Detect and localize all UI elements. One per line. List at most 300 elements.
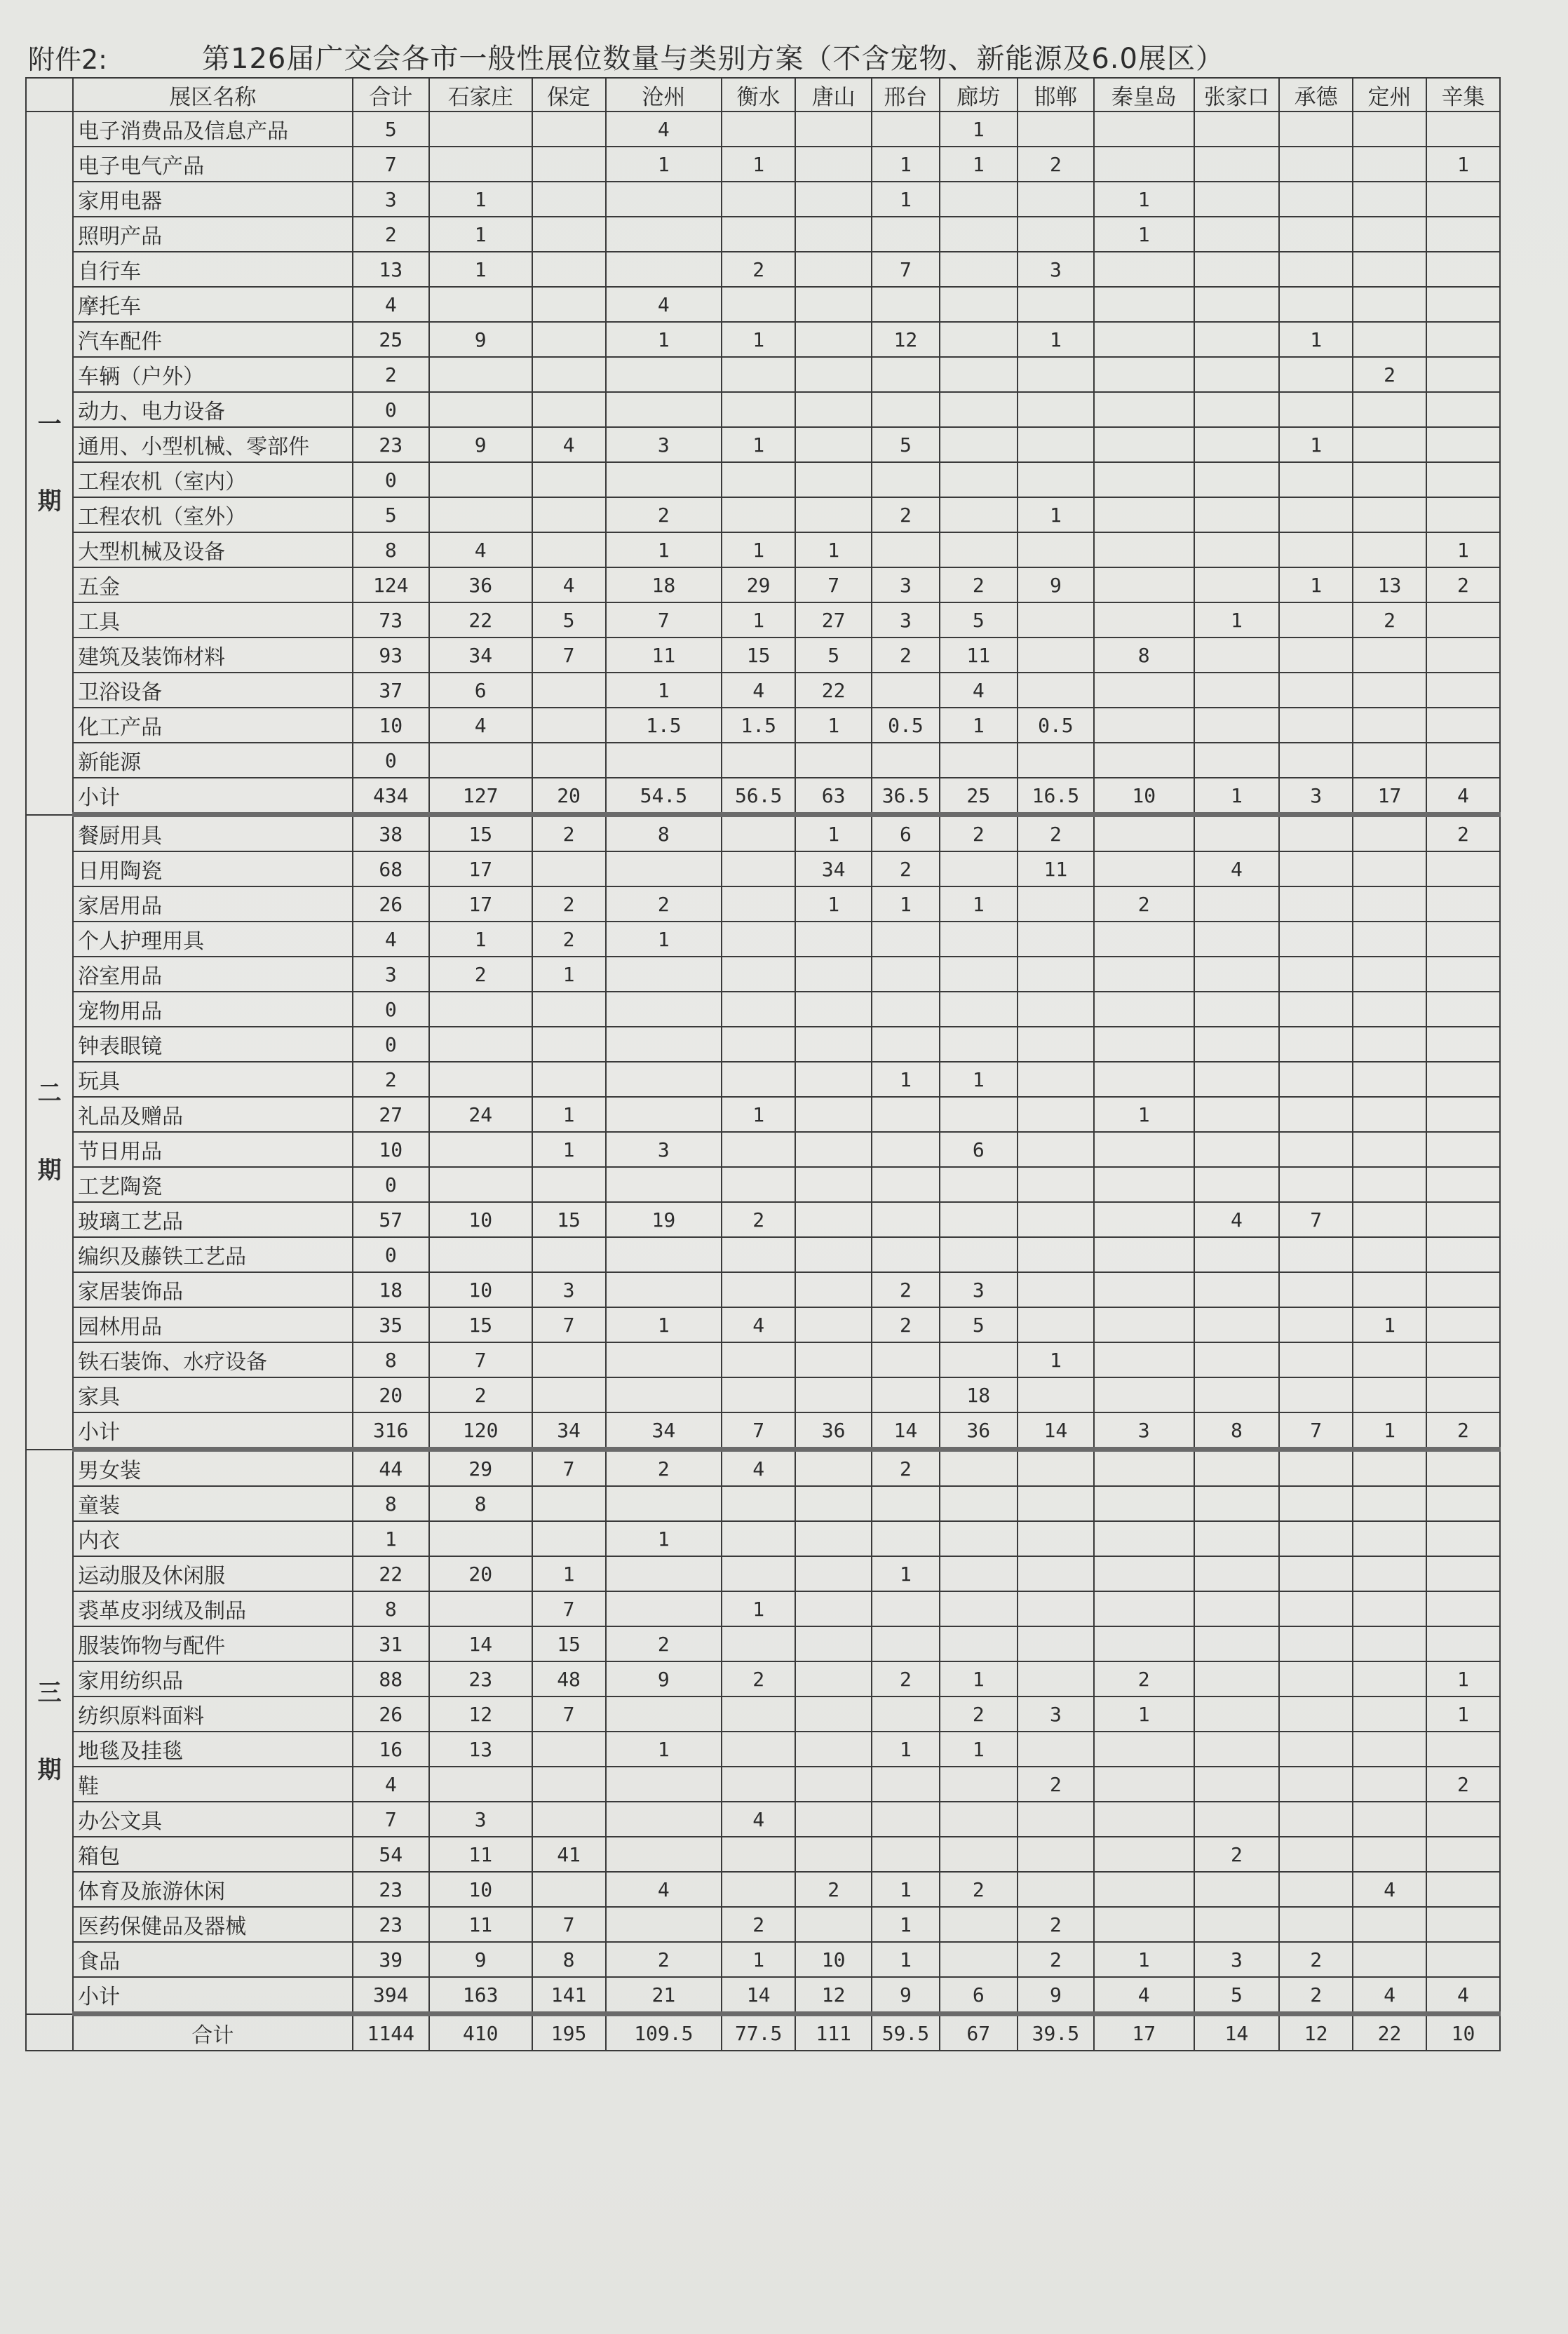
value-cell	[1279, 1062, 1353, 1097]
grand-total-value: 67	[940, 2014, 1018, 2051]
value-cell	[429, 147, 532, 182]
table-row	[26, 1732, 1500, 1767]
value-cell	[872, 112, 939, 147]
value-cell: 11	[940, 638, 1018, 673]
value-cell: 34	[429, 638, 532, 673]
value-cell	[1018, 1027, 1094, 1062]
category-name: 个人护理用具	[73, 922, 353, 957]
category-name: 五金	[73, 567, 353, 602]
value-cell: 7	[1279, 1202, 1353, 1237]
value-cell	[1018, 886, 1094, 922]
value-cell: 20	[429, 1556, 532, 1591]
value-cell	[1426, 1342, 1500, 1377]
table-row	[26, 1272, 1500, 1307]
value-cell	[722, 1696, 795, 1732]
value-cell: 4	[1194, 851, 1280, 886]
subtotal-value: 2	[1426, 1412, 1500, 1450]
value-cell	[1353, 851, 1426, 886]
value-cell	[1094, 1237, 1194, 1272]
value-cell	[795, 1202, 872, 1237]
value-cell: 2	[722, 252, 795, 287]
table-row	[26, 1521, 1500, 1556]
value-cell	[795, 1307, 872, 1342]
value-cell: 1	[1279, 567, 1353, 602]
value-cell	[1426, 1907, 1500, 1942]
subtotal-value: 16.5	[1018, 778, 1094, 815]
grand-total-value: 12	[1279, 2014, 1353, 2051]
value-cell: 8	[353, 1486, 429, 1521]
period-suffix: 期	[37, 1156, 62, 1185]
category-name: 化工产品	[73, 708, 353, 743]
value-cell	[532, 112, 606, 147]
value-cell: 18	[353, 1272, 429, 1307]
subtotal-value: 163	[429, 1977, 532, 2014]
value-cell	[532, 1062, 606, 1097]
subtotal-value: 3	[1279, 778, 1353, 815]
value-cell	[940, 922, 1018, 957]
grand-total-value: 10	[1426, 2014, 1500, 2051]
value-cell	[1353, 1062, 1426, 1097]
value-cell	[1279, 708, 1353, 743]
table-row	[26, 1696, 1500, 1732]
subtotal-value: 9	[872, 1977, 939, 2014]
category-name: 办公文具	[73, 1802, 353, 1837]
grand-total-value: 109.5	[606, 2014, 722, 2051]
value-cell: 6	[429, 673, 532, 708]
value-cell: 15	[722, 638, 795, 673]
category-name: 动力、电力设备	[73, 392, 353, 427]
value-cell	[1279, 1661, 1353, 1696]
value-cell	[532, 1167, 606, 1202]
value-cell	[872, 1696, 939, 1732]
value-cell	[1094, 708, 1194, 743]
value-cell	[1018, 427, 1094, 462]
value-cell	[940, 1237, 1018, 1272]
value-cell	[1018, 1097, 1094, 1132]
subtotal-value: 54.5	[606, 778, 722, 815]
value-cell	[795, 392, 872, 427]
value-cell	[532, 992, 606, 1027]
value-cell	[1018, 1307, 1094, 1342]
value-cell: 2	[429, 957, 532, 992]
value-cell: 2	[1094, 1661, 1194, 1696]
value-cell	[606, 217, 722, 252]
value-cell	[1018, 743, 1094, 778]
subtotal-row	[26, 1977, 1500, 2014]
table-row	[26, 322, 1500, 357]
value-cell	[606, 743, 722, 778]
value-cell: 1	[872, 1732, 939, 1767]
value-cell	[940, 1342, 1018, 1377]
value-cell	[1018, 1626, 1094, 1661]
table-row	[26, 1027, 1500, 1062]
value-cell	[1094, 1377, 1194, 1412]
value-cell	[1426, 602, 1500, 638]
value-cell	[1094, 1767, 1194, 1802]
value-cell	[940, 1907, 1018, 1942]
value-cell: 1	[872, 1907, 939, 1942]
value-cell	[1194, 1486, 1280, 1521]
table-row	[26, 602, 1500, 638]
value-cell	[1279, 886, 1353, 922]
value-cell	[1426, 182, 1500, 217]
value-cell	[795, 1591, 872, 1626]
value-cell: 23	[353, 1872, 429, 1907]
value-cell	[940, 497, 1018, 532]
table-row	[26, 182, 1500, 217]
subtotal-value: 7	[1279, 1412, 1353, 1450]
value-cell	[1279, 1521, 1353, 1556]
value-cell: 15	[429, 815, 532, 852]
value-cell: 1	[1279, 427, 1353, 462]
value-cell	[1094, 1272, 1194, 1307]
value-cell	[795, 252, 872, 287]
value-cell	[1018, 1062, 1094, 1097]
category-name: 工具	[73, 602, 353, 638]
value-cell	[532, 147, 606, 182]
period-number: 三	[37, 1679, 62, 1707]
subtotal-value: 8	[1194, 1412, 1280, 1450]
value-cell	[1426, 1591, 1500, 1626]
value-cell	[1018, 1837, 1094, 1872]
value-cell: 10	[429, 1872, 532, 1907]
value-cell: 8	[353, 1342, 429, 1377]
value-cell	[795, 1521, 872, 1556]
value-cell: 0	[353, 392, 429, 427]
value-cell	[1018, 1272, 1094, 1307]
value-cell: 1	[1426, 1696, 1500, 1732]
category-name: 电子消费品及信息产品	[73, 112, 353, 147]
value-cell: 1	[722, 602, 795, 638]
category-name: 园林用品	[73, 1307, 353, 1342]
value-cell	[722, 112, 795, 147]
column-header: 石家庄	[429, 78, 532, 112]
value-cell	[1018, 1521, 1094, 1556]
grand-total-value: 111	[795, 2014, 872, 2051]
period-number: 二	[37, 1079, 62, 1107]
column-header: 沧州	[606, 78, 722, 112]
value-cell: 2	[606, 1626, 722, 1661]
value-cell	[1094, 1626, 1194, 1661]
table-row	[26, 1872, 1500, 1907]
value-cell	[722, 1872, 795, 1907]
value-cell	[1279, 1732, 1353, 1767]
value-cell	[1353, 182, 1426, 217]
value-cell: 11	[429, 1907, 532, 1942]
value-cell	[429, 1591, 532, 1626]
value-cell: 27	[795, 602, 872, 638]
value-cell: 1	[606, 673, 722, 708]
value-cell: 2	[795, 1872, 872, 1907]
grand-total-value: 195	[532, 2014, 606, 2051]
value-cell	[606, 957, 722, 992]
value-cell	[1353, 708, 1426, 743]
column-header: 唐山	[795, 78, 872, 112]
category-name: 自行车	[73, 252, 353, 287]
column-header: 邯郸	[1018, 78, 1094, 112]
subtotal-value: 20	[532, 778, 606, 815]
value-cell: 2	[872, 1450, 939, 1487]
column-header: 辛集	[1426, 78, 1500, 112]
table-row	[26, 427, 1500, 462]
value-cell	[872, 957, 939, 992]
value-cell	[1353, 287, 1426, 322]
table-row	[26, 1907, 1500, 1942]
value-cell	[722, 992, 795, 1027]
value-cell: 0	[353, 1167, 429, 1202]
value-cell	[1194, 532, 1280, 567]
table-row	[26, 1767, 1500, 1802]
value-cell: 17	[429, 851, 532, 886]
category-name: 体育及旅游休闲	[73, 1872, 353, 1907]
value-cell	[1353, 1202, 1426, 1237]
value-cell: 13	[353, 252, 429, 287]
value-cell	[1279, 1237, 1353, 1272]
value-cell	[1194, 743, 1280, 778]
value-cell	[872, 1097, 939, 1132]
value-cell: 2	[722, 1202, 795, 1237]
value-cell	[429, 1237, 532, 1272]
value-cell	[1279, 217, 1353, 252]
value-cell	[1426, 957, 1500, 992]
value-cell	[1426, 1132, 1500, 1167]
value-cell	[1353, 1272, 1426, 1307]
value-cell: 5	[795, 638, 872, 673]
value-cell	[722, 922, 795, 957]
category-name: 建筑及装饰材料	[73, 638, 353, 673]
value-cell: 36	[429, 567, 532, 602]
value-cell: 2	[872, 851, 939, 886]
value-cell	[940, 392, 1018, 427]
value-cell	[1194, 1802, 1280, 1837]
value-cell	[532, 1872, 606, 1907]
value-cell: 26	[353, 1696, 429, 1732]
value-cell: 2	[1018, 1942, 1094, 1977]
value-cell	[872, 1167, 939, 1202]
table-row	[26, 357, 1500, 392]
value-cell: 4	[353, 922, 429, 957]
subtotal-value: 14	[722, 1977, 795, 2014]
value-cell	[872, 1837, 939, 1872]
value-cell	[940, 1802, 1018, 1837]
value-cell	[940, 957, 1018, 992]
value-cell: 7	[872, 252, 939, 287]
value-cell: 15	[429, 1307, 532, 1342]
value-cell	[1094, 147, 1194, 182]
value-cell	[872, 673, 939, 708]
value-cell	[795, 1377, 872, 1412]
value-cell	[1353, 1097, 1426, 1132]
value-cell: 5	[940, 1307, 1018, 1342]
value-cell	[429, 1167, 532, 1202]
value-cell: 1	[872, 886, 939, 922]
value-cell: 1	[722, 532, 795, 567]
value-cell	[872, 217, 939, 252]
value-cell: 2	[1018, 1767, 1094, 1802]
value-cell	[722, 182, 795, 217]
value-cell: 7	[532, 1591, 606, 1626]
value-cell	[1194, 427, 1280, 462]
value-cell: 2	[872, 638, 939, 673]
table-row	[26, 252, 1500, 287]
value-cell	[795, 1237, 872, 1272]
value-cell	[795, 1132, 872, 1167]
value-cell	[1353, 1237, 1426, 1272]
value-cell: 3	[429, 1802, 532, 1837]
value-cell: 1	[940, 1732, 1018, 1767]
value-cell	[1194, 1167, 1280, 1202]
value-cell	[1018, 673, 1094, 708]
value-cell	[940, 1556, 1018, 1591]
value-cell: 1	[872, 1062, 939, 1097]
value-cell: 4	[353, 1767, 429, 1802]
table-row	[26, 1097, 1500, 1132]
value-cell: 3	[606, 1132, 722, 1167]
value-cell: 25	[353, 322, 429, 357]
value-cell: 2	[940, 1872, 1018, 1907]
value-cell: 3	[872, 602, 939, 638]
subtotal-value: 1	[1194, 778, 1280, 815]
value-cell	[1194, 1342, 1280, 1377]
value-cell	[1279, 497, 1353, 532]
value-cell	[795, 1626, 872, 1661]
value-cell: 1	[1094, 1097, 1194, 1132]
category-name: 车辆（户外）	[73, 357, 353, 392]
value-cell	[940, 357, 1018, 392]
value-cell	[1194, 922, 1280, 957]
value-cell	[1194, 1237, 1280, 1272]
corner-cell	[26, 78, 73, 112]
value-cell	[532, 673, 606, 708]
value-cell	[606, 1097, 722, 1132]
value-cell	[940, 1027, 1018, 1062]
value-cell	[1279, 1802, 1353, 1837]
value-cell: 2	[872, 1307, 939, 1342]
value-cell	[1279, 1342, 1353, 1377]
grand-total-value: 17	[1094, 2014, 1194, 2051]
category-name: 内衣	[73, 1521, 353, 1556]
value-cell	[1353, 147, 1426, 182]
category-name: 餐厨用具	[73, 815, 353, 852]
value-cell: 124	[353, 567, 429, 602]
column-header: 保定	[532, 78, 606, 112]
value-cell	[1353, 462, 1426, 497]
value-cell	[940, 1942, 1018, 1977]
value-cell: 34	[795, 851, 872, 886]
value-cell	[1018, 1167, 1094, 1202]
value-cell	[722, 1027, 795, 1062]
value-cell	[1194, 1377, 1280, 1412]
value-cell	[1353, 322, 1426, 357]
value-cell	[606, 1802, 722, 1837]
value-cell: 5	[940, 602, 1018, 638]
value-cell	[1353, 1907, 1426, 1942]
subtotal-value: 5	[1194, 1977, 1280, 2014]
value-cell	[1353, 743, 1426, 778]
value-cell	[606, 851, 722, 886]
value-cell	[532, 743, 606, 778]
value-cell	[1426, 427, 1500, 462]
grand-total-value: 1144	[353, 2014, 429, 2051]
value-cell	[795, 1837, 872, 1872]
value-cell	[872, 922, 939, 957]
value-cell	[722, 886, 795, 922]
value-cell: 1	[1426, 532, 1500, 567]
table-row	[26, 957, 1500, 992]
table-row	[26, 992, 1500, 1027]
value-cell	[1194, 1062, 1280, 1097]
value-cell	[722, 1132, 795, 1167]
table-row	[26, 1661, 1500, 1696]
value-cell	[606, 182, 722, 217]
value-cell: 1	[722, 1097, 795, 1132]
subtotal-value: 9	[1018, 1977, 1094, 2014]
value-cell: 68	[353, 851, 429, 886]
value-cell	[795, 1450, 872, 1487]
value-cell	[532, 1732, 606, 1767]
table-row	[26, 1837, 1500, 1872]
value-cell: 16	[353, 1732, 429, 1767]
value-cell: 23	[353, 1907, 429, 1942]
value-cell	[1353, 1837, 1426, 1872]
value-cell: 9	[429, 427, 532, 462]
category-name: 服装饰物与配件	[73, 1626, 353, 1661]
value-cell	[1426, 1272, 1500, 1307]
value-cell: 7	[532, 638, 606, 673]
value-cell	[532, 1027, 606, 1062]
value-cell	[795, 1027, 872, 1062]
value-cell: 1	[1094, 1942, 1194, 1977]
value-cell: 38	[353, 815, 429, 852]
value-cell	[1279, 1486, 1353, 1521]
value-cell: 1	[872, 1942, 939, 1977]
value-cell: 2	[606, 1942, 722, 1977]
value-cell	[1094, 1307, 1194, 1342]
value-cell: 0	[353, 992, 429, 1027]
value-cell: 1	[722, 147, 795, 182]
value-cell	[795, 1696, 872, 1732]
value-cell: 10	[353, 1132, 429, 1167]
table-row	[26, 743, 1500, 778]
value-cell	[1353, 1556, 1426, 1591]
value-cell: 31	[353, 1626, 429, 1661]
value-cell	[1353, 1696, 1426, 1732]
value-cell: 5	[353, 497, 429, 532]
value-cell	[1353, 1342, 1426, 1377]
value-cell	[532, 392, 606, 427]
category-name: 编织及藤铁工艺品	[73, 1237, 353, 1272]
value-cell	[1094, 1062, 1194, 1097]
value-cell: 8	[353, 532, 429, 567]
subtotal-value: 7	[722, 1412, 795, 1450]
value-cell: 8	[606, 815, 722, 852]
value-cell: 3	[1018, 252, 1094, 287]
value-cell: 1	[722, 1942, 795, 1977]
subtotal-value: 4	[1353, 1977, 1426, 2014]
period-label	[26, 815, 73, 1450]
value-cell	[1194, 1307, 1280, 1342]
value-cell: 29	[722, 567, 795, 602]
table-row	[26, 1942, 1500, 1977]
value-cell	[606, 1027, 722, 1062]
value-cell	[1426, 1202, 1500, 1237]
value-cell	[1094, 1521, 1194, 1556]
value-cell: 4	[722, 1802, 795, 1837]
value-cell: 0	[353, 1027, 429, 1062]
grand-total-label: 合计	[73, 2014, 353, 2051]
value-cell: 7	[532, 1696, 606, 1732]
value-cell	[872, 392, 939, 427]
